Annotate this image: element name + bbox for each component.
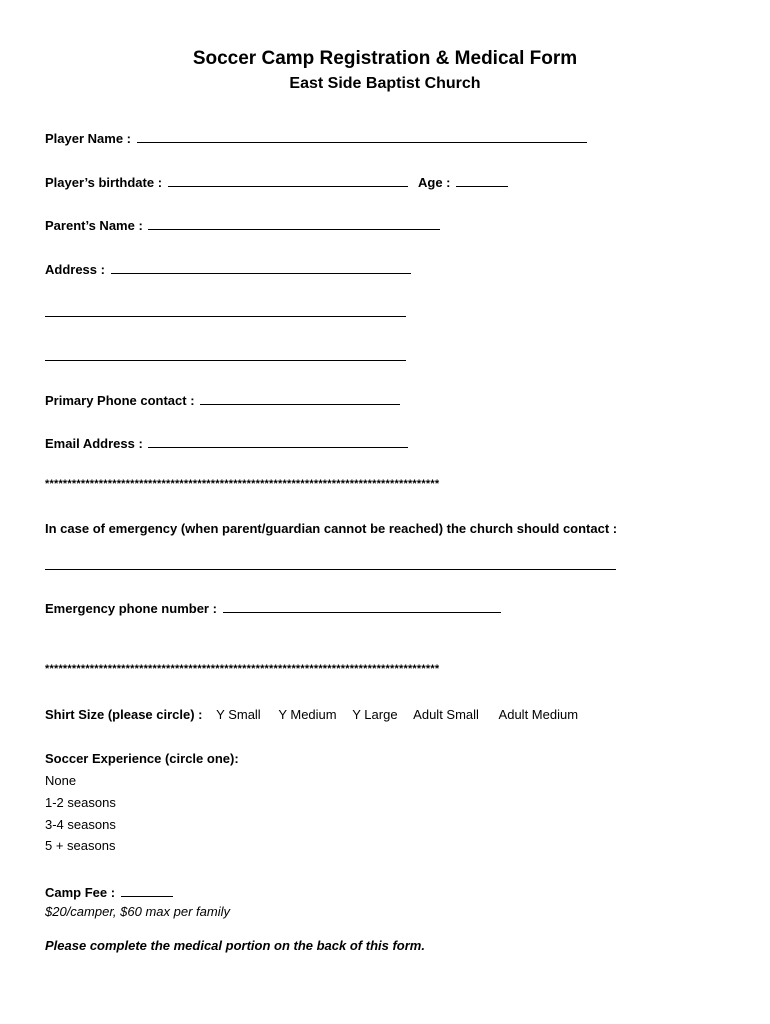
emergency-contact-row — [45, 521, 617, 536]
address-field-2[interactable] — [45, 316, 406, 317]
player-name-field[interactable] — [137, 128, 587, 143]
experience-option[interactable]: 5 + seasons — [45, 838, 116, 853]
shirt-size-option[interactable]: Y Medium — [278, 707, 337, 722]
player-name-label: Player Name : — [45, 131, 131, 146]
emergency-phone-label: Emergency phone number : — [45, 601, 217, 616]
birthdate-label: Player’s birthdate : — [45, 175, 163, 190]
age-row — [418, 172, 508, 190]
age-field[interactable] — [456, 172, 508, 187]
form-title: Soccer Camp Registration & Medical Form — [192, 48, 578, 69]
phone-field[interactable] — [200, 390, 400, 405]
emergency-contact-label: In case of emergency (when parent/guardian cannot be reached) the church should contact : — [45, 521, 618, 536]
shirt-size-option[interactable]: Adult Medium — [498, 707, 579, 722]
parent-name-row — [45, 215, 440, 233]
camp-fee-field[interactable] — [121, 882, 173, 897]
shirt-size-option[interactable]: Adult Small — [413, 707, 479, 722]
birthdate-row — [45, 172, 408, 190]
age-label: Age : — [418, 175, 451, 190]
experience-label: Soccer Experience (circle one): — [45, 751, 239, 766]
player-name-row — [45, 128, 587, 146]
experience-option[interactable]: 3-4 seasons — [45, 817, 116, 832]
address-field-3[interactable] — [45, 360, 406, 361]
email-label: Email Address : — [45, 436, 143, 451]
parent-name-field[interactable] — [148, 215, 440, 230]
emergency-contact-field[interactable] — [45, 569, 616, 570]
shirt-size-row — [45, 707, 578, 722]
experience-option[interactable]: None — [45, 773, 77, 788]
emergency-phone-field[interactable] — [223, 598, 501, 613]
camp-fee-label: Camp Fee : — [45, 885, 116, 900]
shirt-size-label: Shirt Size (please circle) : — [45, 707, 203, 722]
camp-fee-row — [45, 882, 173, 900]
footer-note: Please complete the medical portion on the back of this form. — [45, 938, 425, 953]
emergency-phone-row — [45, 598, 501, 616]
email-row — [45, 433, 408, 451]
address-label: Address : — [45, 262, 105, 277]
experience-label-row — [45, 751, 239, 766]
birthdate-field[interactable] — [168, 172, 408, 187]
phone-row — [45, 390, 400, 408]
separator-2: **************************************************************************************** — [45, 663, 440, 675]
address-field-1[interactable] — [111, 259, 411, 274]
experience-option[interactable]: 1-2 seasons — [45, 795, 116, 810]
shirt-size-option[interactable]: Y Small — [216, 707, 261, 722]
shirt-size-option[interactable]: Y Large — [352, 707, 398, 722]
email-field[interactable] — [148, 433, 408, 448]
address-row — [45, 259, 411, 277]
parent-name-label: Parent’s Name : — [45, 218, 143, 233]
camp-fee-note: $20/camper, $60 max per family — [45, 904, 230, 919]
separator-1: **************************************************************************************** — [45, 478, 440, 490]
phone-label: Primary Phone contact : — [45, 393, 195, 408]
form-subtitle: East Side Baptist Church — [289, 75, 481, 92]
